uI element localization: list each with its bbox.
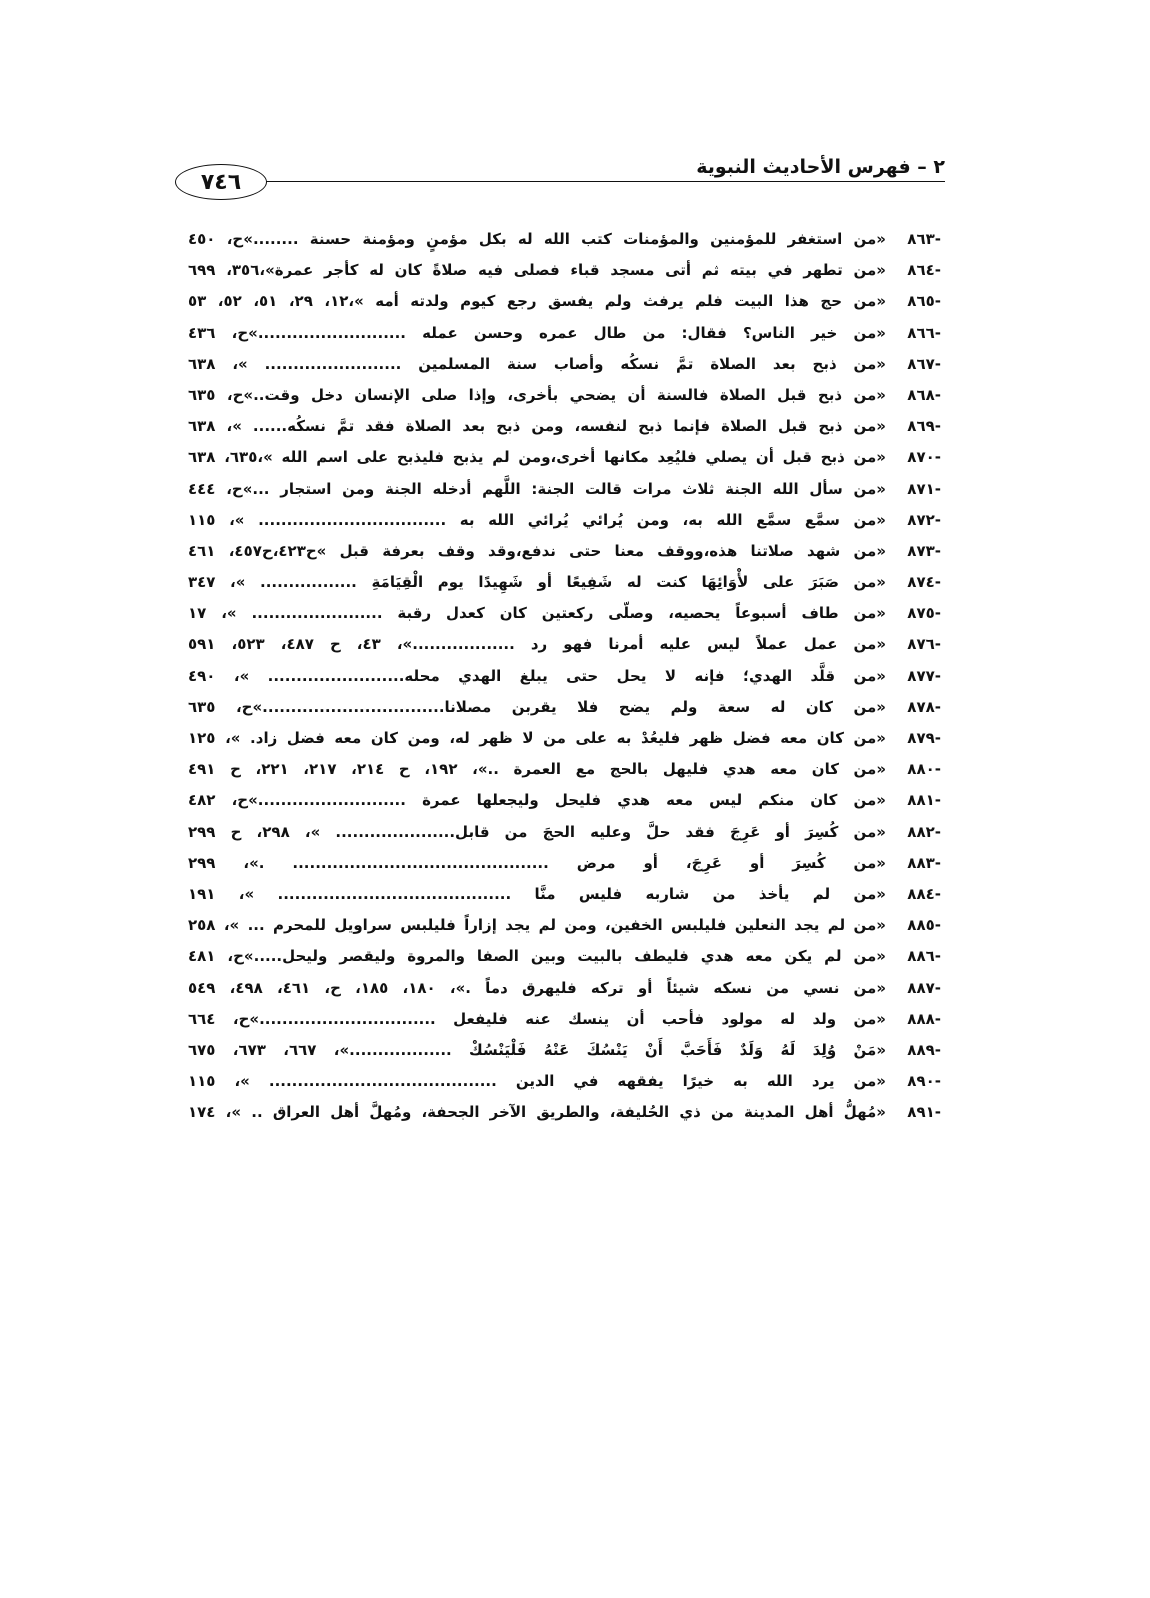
entry-number: -٨٨٥	[907, 916, 941, 935]
entry-text: «من قلَّد الهدي؛ فإنه لا يحل حتى يبلغ الهدي محله........................ »، ٤٩٠	[188, 666, 886, 685]
entry-text: «من تطهر في بيته ثم أتى مسجد قباء فصلى فيه صلاةً كان له كأجر عمرة»،٣٥٦، ٦٩٩	[188, 261, 886, 280]
index-entry	[188, 474, 941, 505]
entry-text: «من نسي من نسكه شيئاً أو تركه فليهرق دماً .»، ١٨٠، ١٨٥، ح، ٤٦١، ٤٩٨، ٥٤٩	[188, 978, 886, 997]
entry-number: -٨٨١	[907, 791, 941, 810]
hadith-index-list	[188, 224, 941, 1128]
entry-number: -٨٦٤	[907, 261, 941, 280]
entry-text: «من ذبح قبل الصلاة فإنما ذبح لنفسه، ومن ذبح بعد الصلاة فقد تمَّ نسكُه...... »، ٦٣٨	[188, 417, 886, 436]
entry-number: -٨٦٣	[907, 230, 941, 248]
entry-number: -٨٧١	[907, 479, 941, 498]
entry-number: -٨٦٧	[907, 354, 941, 373]
entry-number: -٨٧٧	[907, 666, 941, 685]
entry-number: -٨٨٧	[907, 978, 941, 997]
entry-number: -٨٨٢	[907, 822, 941, 841]
section-title: ٢ – فهرس الأحاديث النبوية	[696, 156, 945, 178]
entry-text: «من لم يكن معه هدي فليطف بالبيت وبين الصفا والمروة وليقصر وليحل.....»ح، ٤٨١	[188, 947, 886, 966]
index-entry	[188, 1066, 941, 1097]
entry-text: «من شهد صلاتنا هذه،ووقف معنا حتى ندفع،وقد وقف بعرفة قبل »ح٤٢٣،ح٤٥٧، ٤٦١	[188, 541, 886, 560]
entry-number: -٨٨٤	[907, 884, 941, 903]
index-entry	[188, 380, 941, 411]
entry-number: -٨٧٠	[907, 448, 941, 467]
entry-number: -٨٨٦	[907, 947, 941, 966]
entry-number: -٨٧٥	[907, 604, 941, 623]
entry-number: -٨٩١	[907, 1103, 941, 1122]
index-entry	[188, 286, 941, 317]
index-entry	[188, 318, 941, 349]
index-entry	[188, 817, 941, 848]
index-entry	[188, 1035, 941, 1066]
index-entry	[188, 723, 941, 754]
index-entry	[188, 661, 941, 692]
entry-number: -٨٨٠	[907, 760, 941, 779]
index-entry	[188, 598, 941, 629]
entry-text: «من كان له سعة ولم يضح فلا يقربن مصلانا................................»ح، ٦٣٥	[188, 697, 886, 716]
index-entry	[188, 442, 941, 473]
index-entry	[188, 255, 941, 286]
index-entry	[188, 349, 941, 380]
entry-text: «من كُسِرَ أو عَرِجَ فقد حلَّ وعليه الحجَ من قابل..................... »، ٢٩٨، ح ٢٩٩	[188, 822, 886, 841]
entry-number: -٨٦٩	[907, 417, 941, 436]
index-entry	[188, 941, 941, 972]
entry-text: «من سمَّع سمَّع الله به، ومن يُرائي يُرائي الله به ................................. »، ١١٥	[188, 510, 886, 529]
entry-text: «من طاف أسبوعاً يحصيه، وصلّى ركعتين كان كعدل رقبة ....................... »، ١٧	[188, 604, 886, 623]
entry-number: -٨٧٨	[907, 697, 941, 716]
entry-text: «من يرد الله به خيرًا يفقهه في الدين ........................................ »، ١١٥	[188, 1072, 886, 1091]
entry-text: «من سأل الله الجنة ثلاث مرات قالت الجنة: اللَّهم أدخله الجنة ومن استجار ...»ح، ٤٤٤	[188, 479, 886, 498]
index-entry	[188, 567, 941, 598]
entry-text: «من خير الناس؟ فقال: من طال عمره وحسن عمله ..........................»ح، ٤٣٦	[188, 323, 886, 342]
entry-number: -٨٧٤	[907, 573, 941, 592]
entry-text: «من استغفر للمؤمنين والمؤمنات كتب الله له بكل مؤمنٍ ومؤمنة حسنة ........»ح، ٤٥٠	[188, 230, 886, 248]
entry-text: «من كُسِرَ أو عَرِجَ، أو مرض ............................................. .»، ٢٩٩	[188, 853, 886, 872]
entry-number: -٨٦٦	[907, 323, 941, 342]
entry-text: «من لم يأخذ من شاربه فليس منَّا ......................................... »، ١٩١	[188, 884, 886, 903]
index-entry	[188, 785, 941, 816]
entry-number: -٨٨٩	[907, 1040, 941, 1059]
index-entry	[188, 973, 941, 1004]
index-entry	[188, 505, 941, 536]
index-entry	[188, 754, 941, 785]
entry-number: -٨٦٥	[907, 292, 941, 311]
entry-text: «مَنْ وُلِدَ لَهُ وَلَدٌ فَأَحَبَّ أَنْ يَنْسُكَ عَنْهُ فَلْيَنْسُكْ ..................»، ٦٦٧، ٦٧٣، ٦٧٥	[188, 1040, 886, 1059]
page-header	[175, 150, 945, 200]
index-entry	[188, 692, 941, 723]
entry-text: «من ذبح قبل أن يصلي فليُعِد مكانها أخرى،ومن لم يذبح فليذبح على اسم الله »،٦٣٥، ٦٣٨	[188, 448, 886, 467]
entry-text: «من كان منكم ليس معه هدي فليحل وليجعلها عمرة ..........................»ح، ٤٨٢	[188, 791, 886, 810]
entry-text: «من ذبح بعد الصلاة تمَّ نسكُه وأصاب سنة المسلمين ........................ »، ٦٣٨	[188, 354, 886, 373]
index-entry	[188, 910, 941, 941]
entry-number: -٨٧٣	[907, 541, 941, 560]
entry-text: «من ولد له مولود فأحب أن ينسك عنه فليفعل ...............................»ح، ٦٦٤	[188, 1009, 886, 1028]
index-entry	[188, 848, 941, 879]
entry-text: «من كان معه فضل ظهر فليعُدْ به على من لا ظهر له، ومن كان معه فضل زاد. »، ١٢٥	[188, 729, 886, 747]
entry-number: -٨٨٣	[907, 853, 941, 872]
index-entry	[188, 536, 941, 567]
index-entry	[188, 224, 941, 255]
entry-text: «من ذبح قبل الصلاة فالسنة أن يضحي بأخرى، وإذا صلى الإنسان دخل وقت..»ح، ٦٣٥	[188, 385, 886, 404]
entry-number: -٨٩٠	[907, 1072, 941, 1091]
entry-text: «من صَبَرَ على لأْوَائِهَا كنت له شَفِيعًا أو شَهِيدًا يوم الْقِيَامَةِ ................. »، ٣٤٧	[188, 573, 886, 592]
entry-text: «من حج هذا البيت فلم يرفث ولم يفسق رجع كيوم ولدته أمه »،١٢، ٢٩، ٥١، ٥٢، ٥٣	[188, 292, 886, 311]
index-entry	[188, 879, 941, 910]
entry-number: -٨٧٢	[907, 510, 941, 529]
entry-text: «مُهلُّ أهل المدينة من ذي الحُليفة، والطريق الآخر الجحفة، ومُهلَّ أهل العراق .. »، ١٧٤	[188, 1103, 886, 1122]
index-entry	[188, 1097, 941, 1128]
index-entry	[188, 411, 941, 442]
entry-text: «من كان معه هدي فليهل بالحج مع العمرة ..»، ١٩٢، ح ٢١٤، ٢١٧، ٢٢١، ح ٤٩١	[188, 760, 886, 779]
entry-text: «من عمل عملاً ليس عليه أمرنا فهو رد ..................»، ٤٣، ح ٤٨٧، ٥٢٣، ٥٩١	[188, 635, 886, 654]
entry-number: -٨٨٨	[907, 1009, 941, 1028]
page-number: ٧٤٦	[175, 164, 267, 200]
entry-number: -٨٦٨	[907, 385, 941, 404]
index-entry	[188, 1004, 941, 1035]
header-rule	[250, 181, 945, 182]
entry-text: «من لم يجد النعلين فليلبس الخفين، ومن لم يجد إزاراً فليلبس سراويل للمحرم ... »، ٢٥٨	[188, 916, 886, 935]
index-entry	[188, 629, 941, 660]
entry-number: -٨٧٦	[907, 635, 941, 654]
entry-number: -٨٧٩	[907, 729, 941, 747]
